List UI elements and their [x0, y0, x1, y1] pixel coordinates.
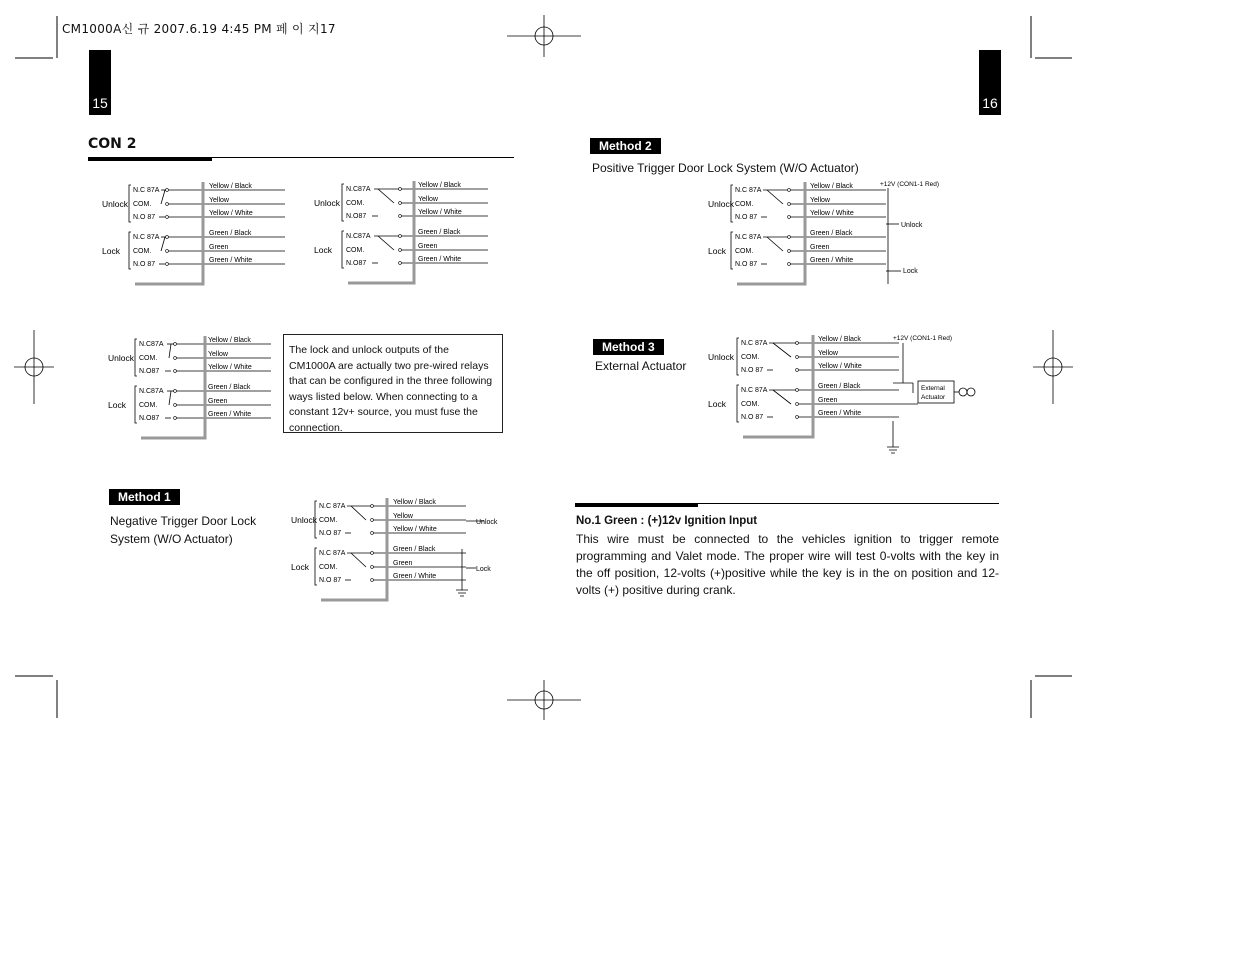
relay-pin-nc: N.C 87A [319, 503, 346, 510]
relay-pin-dot [788, 216, 791, 219]
relay-pin-nc: N.C 87A [741, 340, 768, 347]
page-number-left [89, 50, 111, 115]
relay-pin-nc: N.C 87A [735, 187, 762, 194]
relay-pin-no: N.O 87 [133, 261, 156, 268]
wire-label: Green / Black [209, 230, 252, 237]
relay-pin-dot [166, 203, 169, 206]
lock-label: Lock [708, 246, 726, 256]
relay-bracket [737, 385, 739, 422]
relay-pin-nc: N.C 87A [741, 387, 768, 394]
method1-badge: Method 1 [109, 489, 180, 505]
relay-pin-nc: N.C87A [346, 186, 371, 193]
unlock-label: Unlock [314, 198, 340, 208]
wire-label: Yellow / Black [208, 337, 251, 344]
relay-pin-com: COM. [741, 401, 760, 408]
method2-lock-output: Lock [903, 268, 918, 275]
wire-label: Yellow [818, 350, 838, 357]
relay-contact-arm [161, 190, 165, 204]
wire-label: Green / White [393, 573, 437, 580]
wire-label: Green / Black [208, 384, 251, 391]
ignition-description: This wire must be connected to the vehicles ignition to trigger remote programming and Valet mode. The proper wire will test 0-volts with the key in the off position, 12-volts (+)positive while the key is in the on position and 12-volts (+) positive during crank. [576, 532, 999, 597]
relay-bracket [342, 184, 344, 221]
relay-pin-dot [371, 552, 374, 555]
relay-pin-no: N.O 87 [133, 214, 156, 221]
wire-label: Yellow / Black [418, 182, 461, 189]
wire-label: Green / White [208, 411, 252, 418]
relay-pin-dot [796, 416, 799, 419]
wire-label: Yellow / White [393, 526, 437, 533]
relay-pin-dot [788, 236, 791, 239]
wire-label: Yellow [393, 513, 413, 520]
relay-pin-no: N.O87 [139, 415, 160, 422]
relay-pin-dot [371, 566, 374, 569]
relay-pin-dot [788, 250, 791, 253]
relay-pin-dot [166, 216, 169, 219]
relay-pin-dot [174, 417, 177, 420]
relay-contact-arm [351, 506, 366, 520]
wire-label: Green / White [810, 257, 854, 264]
relay-pin-nc: N.C87A [139, 388, 164, 395]
relay-bracket [315, 548, 317, 585]
relay-pin-dot [174, 370, 177, 373]
relay-pin-com: COM. [741, 354, 760, 361]
relay-bracket [129, 232, 131, 269]
relay-pin-dot [166, 236, 169, 239]
registration-mark-right [1033, 330, 1073, 404]
lock-label: Lock [108, 400, 126, 410]
relay-pin-dot [399, 215, 402, 218]
wire-label: Yellow / White [818, 363, 862, 370]
actuator-plunger [959, 388, 967, 396]
relay-contact-arm [169, 391, 171, 405]
wire-label: Green / Black [818, 383, 861, 390]
relay-pin-dot [399, 262, 402, 265]
relay-pin-nc: N.C 87A [133, 234, 160, 241]
relay-pin-com: COM. [139, 402, 158, 409]
wire-label: Green [393, 560, 413, 567]
method1-description: Negative Trigger Door Lock System (W/O Actuator) [110, 514, 257, 546]
section-rule-thick [88, 157, 212, 161]
relay-pin-com: COM. [346, 200, 365, 207]
relay-pin-nc: N.C87A [346, 233, 371, 240]
relay-contact-arm [378, 236, 394, 250]
relay-pin-no: N.O 87 [741, 414, 764, 421]
relay-pin-dot [174, 357, 177, 360]
relay-pin-dot [371, 519, 374, 522]
relay-pin-dot [166, 263, 169, 266]
registration-mark-left [14, 330, 54, 404]
relay-pin-dot [371, 532, 374, 535]
relay-pin-dot [796, 403, 799, 406]
print-header: CM1000A신 규 2007.6.19 4:45 PM 페 이 지17 [62, 22, 336, 36]
wire-label: Yellow [209, 197, 229, 204]
relay-contact-arm [351, 553, 366, 567]
unlock-label: Unlock [108, 353, 134, 363]
relay-contact-arm [773, 390, 791, 404]
lock-label: Lock [314, 245, 332, 255]
method2-badge: Method 2 [590, 138, 661, 154]
method2-unlock-output: Unlock [901, 222, 923, 229]
relay-pin-no: N.O 87 [319, 577, 342, 584]
relay-bracket [129, 185, 131, 222]
wire-label: Yellow / Black [818, 336, 861, 343]
relay-contact-arm [767, 237, 783, 251]
wire-label: Green / White [209, 257, 253, 264]
relay-pin-dot [796, 389, 799, 392]
ignition-heading: No.1 Green : (+)12v Ignition Input [576, 515, 758, 527]
relay-housing [321, 498, 387, 600]
relay-pin-no: N.O87 [346, 260, 367, 267]
relay-pin-dot [399, 202, 402, 205]
relay-bracket [731, 232, 733, 269]
relay-pin-dot [399, 235, 402, 238]
relay-bracket [135, 386, 137, 423]
wire-label: Yellow [418, 196, 438, 203]
relay-pin-no: N.O 87 [741, 367, 764, 374]
relay-pin-no: N.O 87 [319, 530, 342, 537]
relay-pin-no: N.O87 [346, 213, 367, 220]
relay-pin-dot [174, 343, 177, 346]
relay-pin-dot [399, 249, 402, 252]
wire-label: Yellow / Black [393, 499, 436, 506]
wire-label: Green [209, 244, 229, 251]
relay-housing [348, 181, 414, 283]
relay-contact-arm [773, 343, 791, 357]
relay-pin-no: N.O87 [139, 368, 160, 375]
relay-pin-com: COM. [319, 564, 338, 571]
relay-housing [743, 335, 813, 437]
relay-pin-dot [788, 263, 791, 266]
relay-pin-dot [371, 505, 374, 508]
wire-label: Yellow / White [418, 209, 462, 216]
relay-pin-dot [166, 250, 169, 253]
relay-housing [141, 336, 205, 438]
relay-pin-dot [174, 390, 177, 393]
relay-pin-dot [399, 188, 402, 191]
method3-badge: Method 3 [593, 339, 664, 355]
unlock-label: Unlock [291, 515, 317, 525]
method3-description: External Actuator [595, 359, 687, 373]
wire-label: Yellow / White [810, 210, 854, 217]
wire-label: Green [208, 398, 228, 405]
wire-label: Yellow / White [208, 364, 252, 371]
relay-pin-com: COM. [319, 517, 338, 524]
relay-pin-dot [174, 404, 177, 407]
wire-label: Yellow [810, 197, 830, 204]
relay-pin-nc: N.C 87A [735, 234, 762, 241]
relay-diagram-b [308, 177, 462, 285]
method3-supply-label: +12V (CON1-1 Red) [893, 335, 953, 342]
relay-pin-com: COM. [735, 248, 754, 255]
relay-pin-dot [788, 203, 791, 206]
ground-symbol [887, 447, 899, 453]
relay-pin-no: N.O 87 [735, 214, 758, 221]
relay-bracket [737, 338, 739, 375]
method1-unlock-output: Unlock [476, 519, 498, 526]
method2-description: Positive Trigger Door Lock System (W/O Actuator) [592, 161, 859, 175]
unlock-label: Unlock [708, 352, 734, 362]
relay-contact-arm [161, 237, 165, 251]
page-number-text: 16 [982, 95, 998, 111]
unlock-label: Unlock [708, 199, 734, 209]
wire-label: Yellow / Black [209, 183, 252, 190]
relay-pin-nc: N.C 87A [319, 550, 346, 557]
wire-label: Yellow [208, 351, 228, 358]
relay-pin-dot [371, 579, 374, 582]
relay-pin-no: N.O 87 [735, 261, 758, 268]
relay-pin-com: COM. [735, 201, 754, 208]
relay-contact-arm [378, 189, 394, 203]
wire-label: Green / White [818, 410, 862, 417]
ground-symbol [456, 590, 468, 596]
lock-label: Lock [708, 399, 726, 409]
relay-bracket [342, 231, 344, 268]
relay-diagram-c [103, 332, 252, 440]
lock-label: Lock [102, 246, 120, 256]
wire-label: Green [418, 243, 438, 250]
registration-mark-bottom [507, 680, 581, 720]
relay-housing [135, 182, 203, 284]
relay-pin-com: COM. [346, 247, 365, 254]
relay-pin-dot [796, 342, 799, 345]
relay-pin-com: COM. [139, 355, 158, 362]
page-number-right [979, 50, 1001, 115]
wire-label: Green / White [418, 256, 462, 263]
relay-diagram-a [95, 178, 253, 286]
unlock-label: Unlock [102, 199, 128, 209]
wire-label: Green / Black [393, 546, 436, 553]
actuator-plunger [967, 388, 975, 396]
relay-pin-nc: N.C87A [139, 341, 164, 348]
relay-note-box: The lock and unlock outputs of the CM1000A are actually two pre-wired relays that can be configured in the three following ways listed below. When connecting to a constant 12v+ source, you must fuse the connection. [283, 334, 503, 433]
wire-label: Green [810, 244, 830, 251]
wire-label: Yellow / Black [810, 183, 853, 190]
method3-diagram [703, 331, 993, 453]
relay-pin-dot [166, 189, 169, 192]
relay-pin-nc: N.C 87A [133, 187, 160, 194]
actuator-label: Actuator [921, 394, 946, 401]
relay-contact-arm [767, 190, 783, 204]
relay-housing [737, 182, 805, 284]
registration-mark-top [507, 15, 581, 57]
relay-pin-dot [796, 369, 799, 372]
relay-pin-com: COM. [133, 248, 152, 255]
relay-pin-dot [788, 189, 791, 192]
actuator-label: External [921, 385, 945, 392]
method2-supply-label: +12V (CON1-1 Red) [880, 181, 940, 188]
wire-label: Green [818, 397, 838, 404]
wire-label: Green / Black [810, 230, 853, 237]
section-title: CON 2 [88, 136, 137, 152]
wire-label: Yellow / White [209, 210, 253, 217]
relay-pin-com: COM. [133, 201, 152, 208]
section-rule-thick [575, 503, 698, 507]
relay-contact-arm [169, 344, 171, 358]
page-number-text: 15 [92, 95, 108, 111]
wire-label: Green / Black [418, 229, 461, 236]
relay-pin-dot [796, 356, 799, 359]
method1-diagram [286, 494, 516, 602]
method1-lock-output: Lock [476, 566, 491, 573]
method2-diagram [703, 178, 953, 304]
relay-bracket [135, 339, 137, 376]
lock-label: Lock [291, 562, 309, 572]
